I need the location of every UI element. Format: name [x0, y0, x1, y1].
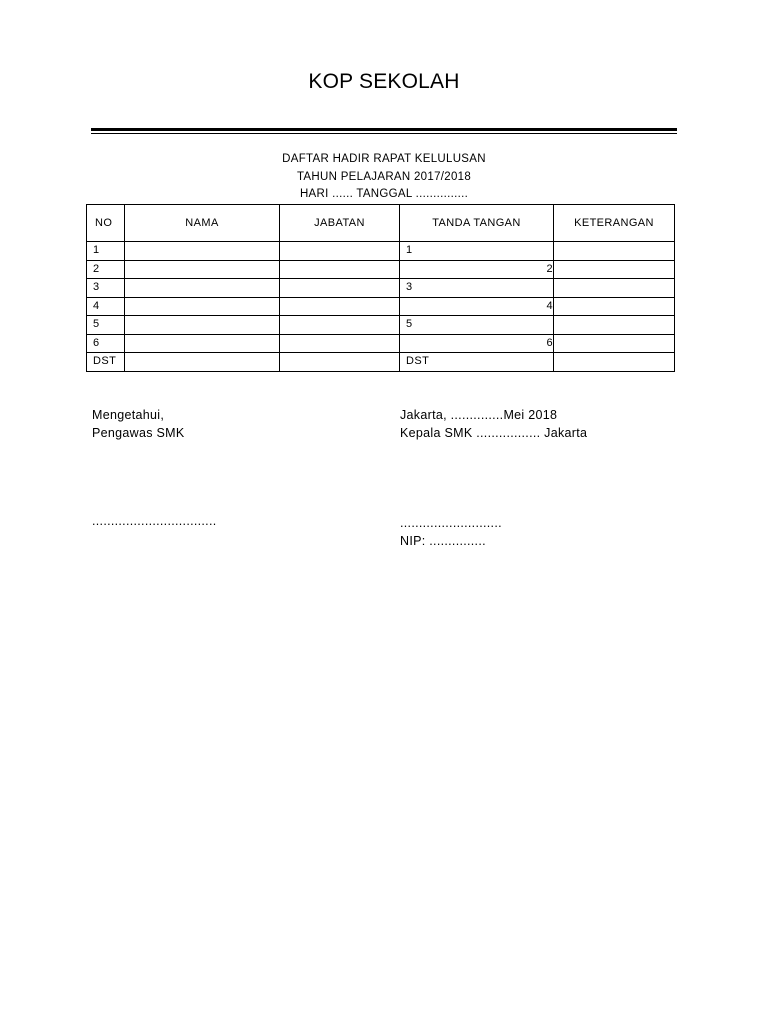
principal-title: Kepala SMK ................. Jakarta [400, 426, 588, 440]
cell-jabatan [280, 353, 400, 372]
cell-no: 2 [87, 260, 125, 279]
table-row [87, 279, 675, 298]
header-rule-thick [91, 128, 677, 131]
cell-nama [125, 242, 280, 261]
principal-signature [400, 514, 502, 550]
cell-no: DST [87, 353, 125, 372]
acknowledged-label: Mengetahui, [92, 408, 165, 422]
cell-keterangan [554, 316, 675, 335]
cell-tanda-tangan: DST [400, 353, 554, 372]
cell-no: 5 [87, 316, 125, 335]
cell-keterangan [554, 297, 675, 316]
cell-jabatan [280, 316, 400, 335]
cell-nama [125, 279, 280, 298]
cell-jabatan [280, 279, 400, 298]
left-signature-block [92, 406, 185, 442]
cell-keterangan [554, 260, 675, 279]
table-header-row [87, 205, 675, 242]
cell-tanda-tangan: 2 [400, 260, 554, 279]
cell-nama [125, 297, 280, 316]
table-row [87, 260, 675, 279]
header-nama: NAMA [125, 205, 280, 242]
cell-tanda-tangan: 1 [400, 242, 554, 261]
page-title: KOP SEKOLAH [308, 70, 460, 93]
header-keterangan: KETERANGAN [554, 205, 675, 242]
supervisor-title: Pengawas SMK [92, 426, 185, 440]
heading-year: TAHUN PELAJARAN 2017/2018 [296, 170, 472, 183]
cell-keterangan [554, 279, 675, 298]
cell-no: 1 [87, 242, 125, 261]
cell-tanda-tangan: 5 [400, 316, 554, 335]
cell-jabatan [280, 334, 400, 353]
cell-nama [125, 334, 280, 353]
cell-tanda-tangan: 3 [400, 279, 554, 298]
cell-no: 4 [87, 297, 125, 316]
header-rule-thin [91, 133, 677, 134]
cell-nama [125, 353, 280, 372]
cell-nama [125, 316, 280, 335]
document-heading [0, 151, 768, 204]
table-row [87, 316, 675, 335]
heading-date: HARI ...... TANGGAL ............... [299, 188, 469, 200]
header-tanda-tangan: TANDA TANGAN [400, 205, 554, 242]
principal-name-line: ........................... [400, 516, 502, 530]
cell-no: 6 [87, 334, 125, 353]
table-row [87, 334, 675, 353]
cell-keterangan [554, 334, 675, 353]
right-signature-block [400, 406, 587, 442]
heading-title: DAFTAR HADIR RAPAT KELULUSAN [282, 153, 486, 165]
table-row [87, 242, 675, 261]
cell-nama [125, 260, 280, 279]
header-no: NO [87, 205, 125, 242]
cell-tanda-tangan: 6 [400, 334, 554, 353]
cell-jabatan [280, 242, 400, 261]
cell-keterangan [554, 242, 675, 261]
supervisor-name-line: ................................. [92, 514, 217, 528]
cell-jabatan [280, 260, 400, 279]
cell-tanda-tangan: 4 [400, 297, 554, 316]
cell-keterangan [554, 353, 675, 372]
cell-jabatan [280, 297, 400, 316]
cell-no: 3 [87, 279, 125, 298]
header-jabatan: JABATAN [280, 205, 400, 242]
table-row [87, 297, 675, 316]
principal-nip: NIP: ............... [400, 534, 486, 548]
place-date: Jakarta, ..............Mei 2018 [400, 408, 558, 422]
attendance-table [86, 204, 675, 372]
table-row [87, 353, 675, 372]
